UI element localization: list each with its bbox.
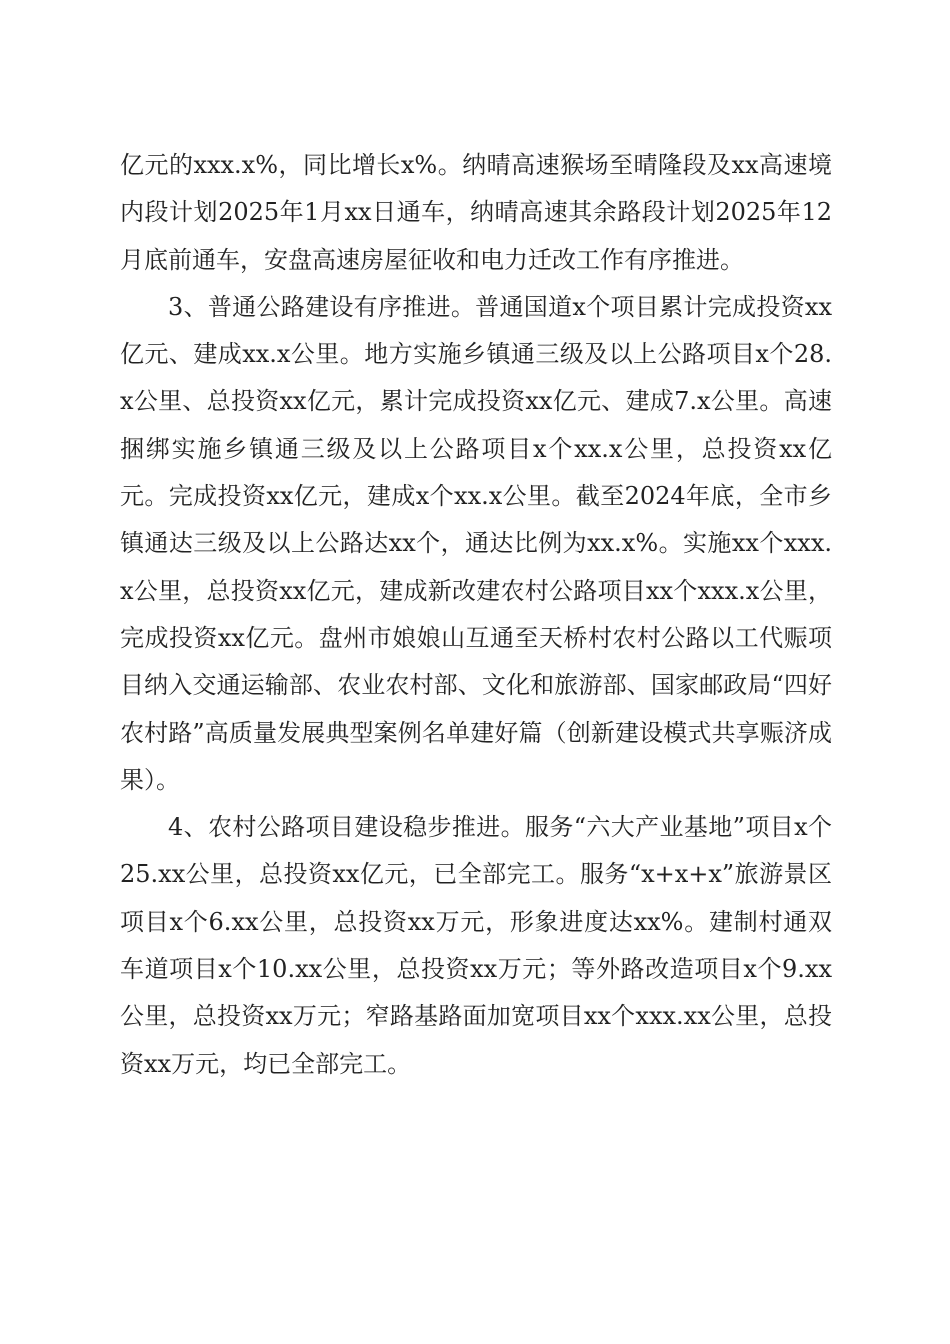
paragraph-continuation: 亿元的xxx.x%，同比增长x%。纳晴高速猴场至晴隆段及xx高速境内段计划2025年1月xx日通车，纳晴高速其余路段计划2025年12月底前通车，安盘高速房屋征收和电力迁改工作有序推进。 [120, 151, 832, 274]
document-body [120, 142, 832, 1088]
paragraph-section-3-ordinary-roads: 3、普通公路建设有序推进。普通国道x个项目累计完成投资xx亿元、建成xx.x公里。地方实施乡镇通三级及以上公路项目x个28.x公里、总投资xx亿元，累计完成投资xx亿元、建成7.x公里。高速捆绑实施乡镇通三级及以上公路项目x个xx.x公里，总投资xx亿元。完成投资xx亿元，建成x个xx.x公里。截至2024年底，全市乡镇通达三级及以上公路达xx个，通达比例为xx.x%。实施xx个xxx.x公里，总投资xx亿元，建成新改建农村公路项目xx个xxx.x公里，完成投资xx亿元。盘州市娘娘山互通至天桥村农村公路以工代赈项目纳入交通运输部、农业农村部、文化和旅游部、国家邮政局“四好农村路”高质量发展典型案例名单建好篇（创新建设模式共享赈济成果）。 [120, 292, 832, 794]
paragraph-section-4-rural-roads: 4、农村公路项目建设稳步推进。服务“六大产业基地”项目x个25.xx公里，总投资xx亿元，已全部完工。服务“x+x+x”旅游景区项目x个6.xx公里，总投资xx万元，形象进度达xx%。建制村通双车道项目x个10.xx公里，总投资xx万元；等外路改造项目x个9.xx公里，总投资xx万元；窄路基路面加宽项目xx个xxx.xx公里，总投资xx万元，均已全部完工。 [120, 813, 832, 1078]
